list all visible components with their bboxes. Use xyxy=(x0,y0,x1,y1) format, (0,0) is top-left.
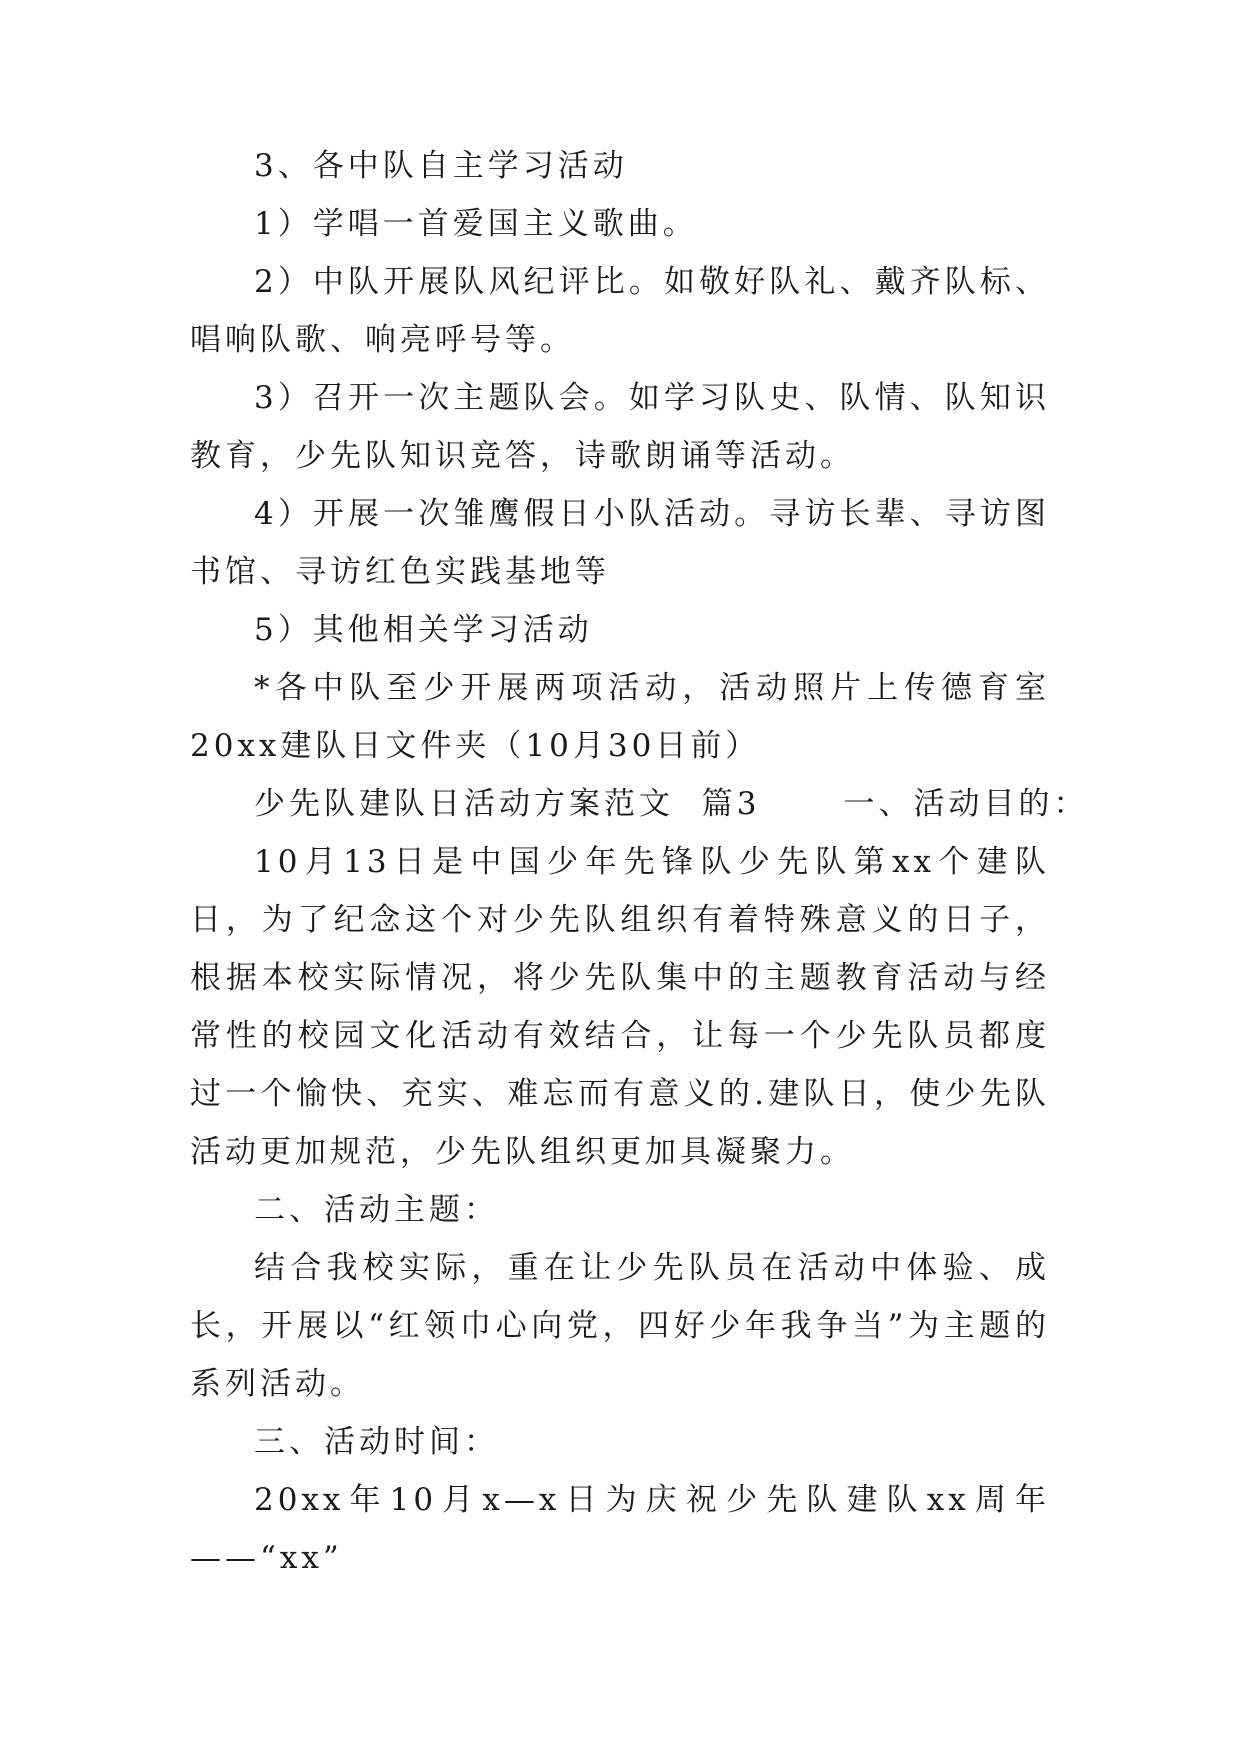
paragraph: 3）召开一次主题队会。如学习队史、队情、队知识教育，少先队知识竞答，诗歌朗诵等活动。 xyxy=(190,380,1050,474)
paragraph: 4）开展一次雏鹰假日小队活动。寻访长辈、寻访图书馆、寻访红色实践基地等 xyxy=(190,496,1050,590)
paragraph: 1）学唱一首爱国主义歌曲。 xyxy=(254,206,698,242)
paragraph: 结合我校实际，重在让少先队员在活动中体验、成长，开展以“红领巾心向党，四好少年我争当”为主题的系列活动。 xyxy=(190,1250,1050,1402)
paragraph: 3、各中队自主学习活动 xyxy=(254,148,628,184)
paragraph: 5）其他相关学习活动 xyxy=(254,612,593,648)
section-heading: 少先队建队日活动方案范文 篇3 一、活动目的： xyxy=(254,786,1089,822)
paragraph: 10月13日是中国少年先锋队少先队第xx个建队日，为了纪念这个对少先队组织有着特殊意义的日子，根据本校实际情况，将少先队集中的主题教育活动与经常性的校园文化活动有效结合，让每一个少先队员都度过一个愉快、充实、难忘而有意义的.建队日，使少先队活动更加规范，少先队组织更加具凝聚力。 xyxy=(190,844,1050,1170)
paragraph: 20xx年10月x—x日为庆祝少先队建队xx周年——“xx” xyxy=(190,1482,1050,1576)
section-heading: 二、活动主题： xyxy=(254,1192,499,1228)
paragraph: *各中队至少开展两项活动，活动照片上传德育室20xx建队日文件夹（10月30日前） xyxy=(190,670,1050,764)
paragraph: 2）中队开展队风纪评比。如敬好队礼、戴齐队标、唱响队歌、响亮呼号等。 xyxy=(190,264,1050,358)
document-body xyxy=(190,137,1089,1587)
section-heading: 三、活动时间： xyxy=(254,1424,499,1460)
